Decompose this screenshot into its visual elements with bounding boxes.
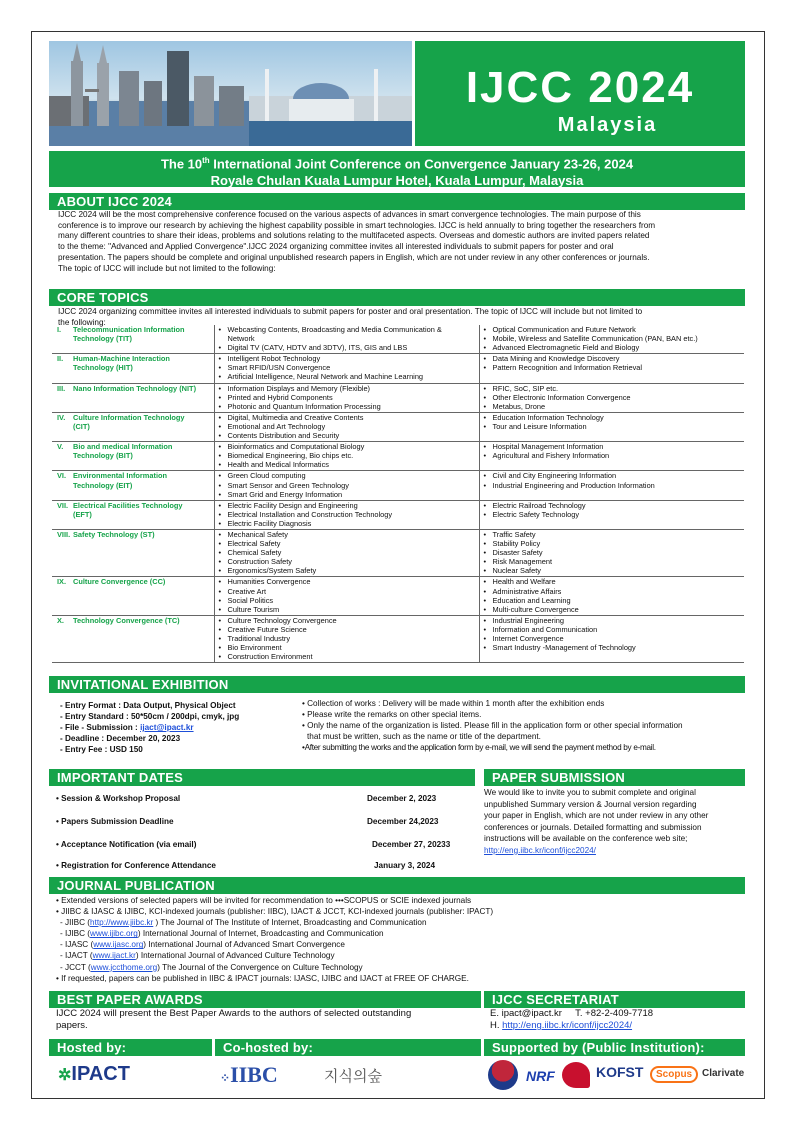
exhibition-deadline: - Deadline : December 20, 2023: [60, 734, 181, 743]
subtopic-item: • Multi-culture Convergence: [484, 605, 745, 614]
important-dates-heading: IMPORTANT DATES: [49, 769, 475, 786]
topic-name: Nano Information Technology (NIT): [73, 383, 197, 393]
date-label-2: • Papers Submission Deadline: [56, 817, 174, 826]
core-topics-table: [52, 325, 744, 663]
subtopic-item: • Creative Future Science: [219, 625, 479, 634]
subtopic-item: • Education and Learning: [484, 596, 745, 605]
topic-category: [52, 577, 214, 615]
subtopic-item: • Photonic and Quantum Information Processing: [219, 402, 479, 411]
date-label-3: • Acceptance Notification (via email): [56, 840, 197, 849]
date-value-2: December 24,2023: [367, 817, 439, 826]
subtopic-item: • Contents Distribution and Security: [219, 431, 479, 440]
subtopic-item: • Risk Management: [484, 557, 745, 566]
topic-subtopics: [214, 471, 479, 500]
file-submission: - File - Submission : ijact@ipact.kr: [60, 723, 194, 732]
topic-subtopics: [479, 442, 744, 471]
journal-link[interactable]: http://www.jiibc.kr: [90, 918, 154, 928]
banner-subtitle: Malaysia: [557, 114, 658, 136]
subtopic-item: • Bioinformatics and Computational Biology: [219, 442, 479, 451]
subtopic-item: • Pattern Recognition and Information Retrieval: [484, 363, 745, 372]
subtopic-item: • Traffic Safety: [484, 530, 745, 539]
topic-category: [52, 615, 214, 662]
subtopic-item: Network: [227, 334, 255, 344]
subtopic-item: • Construction Safety: [219, 557, 479, 566]
topic-name: Culture Information Technology (CIT): [73, 412, 185, 431]
topic-category: [52, 383, 214, 412]
topic-row: [52, 325, 744, 354]
topic-subtopics: [479, 577, 744, 615]
topic-number: IX.: [57, 577, 67, 587]
subtopic-item: • Smart Grid and Energy Information: [219, 490, 479, 499]
conference-info: [49, 151, 745, 187]
date-value-1: December 2, 2023: [367, 794, 437, 803]
topic-subtopics: [479, 325, 744, 354]
topic-subtopics: [214, 412, 479, 441]
subtopic-item: • Agricultural and Fishery Information: [484, 451, 745, 460]
about-heading: ABOUT IJCC 2024: [49, 193, 745, 210]
subtopic-item: • Metabus, Drone: [484, 402, 745, 411]
topic-subtopics: [214, 354, 479, 383]
topic-subtopics: [479, 412, 744, 441]
topic-row: [52, 354, 744, 383]
subtopic-item: • Printed and Hybrid Components: [219, 393, 479, 402]
subtopic-item: • RFIC, SoC, SIP etc.: [484, 384, 745, 393]
conference-line-1: The 10th International Joint Conference on Convergence January 23-26, 2024: [160, 156, 634, 172]
subtopic-item: • Culture Tourism: [219, 605, 479, 614]
topic-subtopics: [479, 471, 744, 500]
exhibition-notes: • Collection of works : Delivery will be made within 1 month after the exhibition ends • Please write the remarks on other special items. • Only the name of the organization is listed. Please fill in the application form or other special information that must be written, such as the name or title of the department. •After submitting the works and the application form by e-mail, we will send the payment method by e-mail.: [302, 699, 683, 752]
topic-name: Telecommunication Information Technology (TIT): [73, 325, 185, 344]
subtopic-item: • Electric Facility Design and Engineering: [219, 501, 479, 510]
topic-number: VI.: [57, 471, 67, 481]
subtopic-item: • Data Mining and Knowledge Discovery: [484, 354, 745, 363]
topic-row: [52, 529, 744, 576]
subtopic-item: • Traditional Industry: [219, 634, 479, 643]
topic-number: I.: [57, 325, 62, 334]
subtopic-item: • Biomedical Engineering, Bio chips etc.: [219, 451, 479, 460]
hosted-by-heading: Hosted by:: [49, 1039, 212, 1056]
about-text: IJCC 2024 will be the most comprehensive conference focused on the various aspects of advances in smart convergence technologies. The main purpose of this conference is to improve our research by achieving the highest capability possible in smart technologies. IJCC is held annually to bring together the researchers from many different countries to share their ideas, problems and solutions relating to the multifaceted aspects. Overseas and domestic authors are invited papers related to the theme: "Advanced and Applied Convergence".IJCC 2024 organizing committee invites all interested individuals to submit papers for poster and oral presentation. The papers should be complete and original unpublished research papers in English, which are not under review in any other conferences or journals. The topic of IJCC will include but not limited to the following:: [58, 210, 656, 273]
subtopic-item: • Construction Environment: [219, 652, 479, 661]
secretariat-text: E. ipact@ipact.kr T. +82-2-409-7718 H. http://eng.iibc.kr/iconf/ijcc2024/: [490, 1008, 654, 1031]
topic-number: IV.: [57, 412, 66, 422]
subtopic-item: • Electric Railroad Technology: [484, 501, 745, 510]
topic-number: II.: [57, 354, 64, 364]
journal-link[interactable]: www.ijibc.org: [90, 929, 138, 939]
subtopic-item: • Stability Policy: [484, 539, 745, 548]
journal-item: - JIIBC (http://www.jiibc.kr ) The Journal of The Institute of Internet, Broadcasting and Communication: [60, 918, 427, 928]
date-value-4: January 3, 2024: [374, 861, 435, 870]
best-paper-text: IJCC 2024 will present the Best Paper Awards to the authors of selected outstanding papers.: [56, 1008, 412, 1031]
title-banner: [415, 41, 745, 146]
subtopic-item: • Humanities Convergence: [219, 577, 479, 586]
subtopic-item: • Social Politics: [219, 596, 479, 605]
topic-subtopics: [479, 354, 744, 383]
topic-row: [52, 412, 744, 441]
subtopic-item: • Optical Communication and Future Network: [484, 325, 745, 334]
topic-subtopics: [479, 383, 744, 412]
subtopic-item: • Culture Technology Convergence: [219, 616, 479, 625]
topic-name: Technology Convergence (TC): [73, 615, 180, 625]
date-value-3: December 27, 20233: [372, 840, 451, 849]
subtopic-item: • Mechanical Safety: [219, 530, 479, 539]
topic-row: [52, 383, 744, 412]
topic-row: [52, 442, 744, 471]
topic-subtopics: [214, 383, 479, 412]
subtopic-item: • Ergonomics/System Safety: [219, 566, 479, 575]
paper-submission-text: We would like to invite you to submit complete and original unpublished Summary version & Journal version regarding your paper in English, which are not under review in any other conferences or journals. Detailed formatting and submission instructions will be available on the conference web site; http://eng.iibc.kr/iconf/ijcc2024/: [484, 787, 744, 857]
topic-name: Bio and medical Information Technology (BIT): [73, 442, 173, 461]
topic-number: VII.: [57, 500, 69, 510]
subtopic-item: • Disaster Safety: [484, 548, 745, 557]
topic-subtopics: [214, 500, 479, 529]
topic-name: Safety Technology (ST): [73, 529, 155, 539]
journal-link[interactable]: www.ijact.kr: [92, 951, 136, 961]
journal-text: • Extended versions of selected papers will be invited for recommendation to •••SCOPUS or SCIE indexed journals • JIIBC & IJASC & IJIBC, KCI-indexed journals (publisher: IIBC), IJACT & JCCT, KCI-indexed journals (publisher: IPACT) - JIIBC (http://www.jiibc.kr ) The Journal of The Institute of Internet, Broadcasting and Communication - IJIBC (www.ijibc.org) International Journal of Internet, Broadcasting and Communication - IJASC (www.ijasc.org) International Journal of Advanced Smart Convergence - IJACT (www.ijact.kr) International Journal of Advanced Culture Technology - JCCT (www.jccthome.org) The Journal of the Convergence on Culture Technology • If requested, papers can be published in IIBC & IPACT journals: IJASC, IJIBC and IJACT at FREE OF CHARGE.: [56, 895, 746, 984]
clarivate-logo: Clarivate: [702, 1068, 745, 1079]
subtopic-item: • Bio Environment: [219, 643, 479, 652]
subtopic-item: • Administrative Affairs: [484, 587, 745, 596]
entry-standard: - Entry Standard : 50*50cm / 200dpi, cmyk, jpg: [60, 712, 240, 721]
topic-subtopics: [479, 529, 744, 576]
subtopic-item: • Artificial Intelligence, Neural Network and Machine Learning: [219, 372, 479, 381]
topic-name: Environmental Information Technology (EIT): [73, 471, 168, 490]
subtopic-item: • Digital, Multimedia and Creative Contents: [219, 413, 479, 422]
subtopic-item: • Electrical Installation and Construction Technology: [219, 510, 479, 519]
topic-category: [52, 412, 214, 441]
topic-name: Culture Convergence (CC): [73, 577, 166, 587]
file-submission-email[interactable]: ijact@ipact.kr: [140, 723, 194, 732]
subtopic-item: • Webcasting Contents, Broadcasting and Media Communication &: [219, 325, 479, 334]
subtopic-item: • Tour and Leisure Information: [484, 422, 745, 431]
topic-subtopics: [479, 615, 744, 662]
supported-by-heading: Supported by (Public Institution):: [484, 1039, 745, 1056]
flame-emblem-icon: [562, 1062, 590, 1088]
subtopic-item: • Electrical Safety: [219, 539, 479, 548]
subtopic-item: • Industrial Engineering: [484, 616, 745, 625]
topic-row: [52, 577, 744, 615]
subtopic-item: • Education Information Technology: [484, 413, 745, 422]
entry-format: - Entry Format : Data Output, Physical Object: [60, 701, 236, 710]
topic-row: [52, 471, 744, 500]
topic-category: [52, 325, 214, 354]
journal-item: - IJIBC (www.ijibc.org) International Journal of Internet, Broadcasting and Communication: [60, 929, 384, 939]
scopus-logo: Scopus: [650, 1066, 698, 1083]
subtopic-item: • Creative Art: [219, 587, 479, 596]
journal-item: - JCCT (www.jccthome.org) The Journal of the Convergence on Culture Technology: [60, 962, 363, 972]
banner-title: IJCC 2024: [465, 63, 695, 112]
topic-category: [52, 471, 214, 500]
kuala-lumpur-photo: [49, 41, 412, 146]
topic-subtopics: [214, 325, 479, 354]
subtopic-item: • Digital TV (CATV, HDTV and 3DTV), ITS, GIS and LBS: [219, 343, 479, 352]
topic-name: Human-Machine Interaction Technology (HIT): [73, 354, 170, 373]
topic-category: [52, 500, 214, 529]
nrf-logo: NRF: [526, 1068, 555, 1084]
topic-category: [52, 529, 214, 576]
topic-subtopics: [214, 442, 479, 471]
subtopic-item: • Smart RFID/USN Convergence: [219, 363, 479, 372]
subtopic-item: • Electric Safety Technology: [484, 510, 745, 519]
jisik-forest-logo: 지식의숲: [324, 1068, 382, 1085]
subtopic-item: • Internet Convergence: [484, 634, 745, 643]
best-paper-heading: BEST PAPER AWARDS: [49, 991, 481, 1008]
secretariat-heading: IJCC SECRETARIAT: [484, 991, 745, 1008]
core-topics-intro: IJCC 2024 organizing committee invites all interested individuals to submit papers for poster and oral presentation. The topic of IJCC will include but not limited to the following:: [58, 307, 643, 327]
topic-name: Electrical Facilities Technology (EFT): [73, 500, 183, 519]
ipact-logo: ✲IPACT: [58, 1063, 130, 1085]
topic-subtopics: [214, 615, 479, 662]
subtopic-item: • Other Electronic Information Convergence: [484, 393, 745, 402]
secretariat-link[interactable]: http://eng.iibc.kr/iconf/ijcc2024/: [502, 1020, 633, 1031]
journal-heading: JOURNAL PUBLICATION: [49, 877, 745, 894]
topic-number: VIII.: [57, 529, 71, 539]
topic-number: X.: [57, 615, 64, 625]
entry-fee: - Entry Fee : USD 150: [60, 745, 143, 754]
subtopic-item: • Information and Communication: [484, 625, 745, 634]
paper-submission-link[interactable]: http://eng.iibc.kr/iconf/ijcc2024/: [484, 845, 596, 855]
subtopic-item: • Nuclear Safety: [484, 566, 745, 575]
iibc-logo: ⁘IIBC: [220, 1062, 278, 1087]
subtopic-item: • Health and Welfare: [484, 577, 745, 586]
topic-subtopics: [214, 577, 479, 615]
subtopic-item: • Smart Industry -Management of Technology: [484, 643, 745, 652]
topic-category: [52, 354, 214, 383]
subtopic-item: • Electric Facility Diagnosis: [219, 519, 479, 528]
government-emblem-icon: [488, 1060, 518, 1090]
subtopic-item: • Mobile, Wireless and Satellite Communication (PAN, BAN etc.): [484, 334, 745, 343]
exhibition-details: [60, 700, 310, 755]
subtopic-item: • Industrial Engineering and Production Information: [484, 481, 745, 490]
exhibition-heading: INVITATIONAL EXHIBITION: [49, 676, 745, 693]
topic-row: [52, 500, 744, 529]
journal-item: - IJASC (www.ijasc.org) International Journal of Advanced Smart Convergence: [60, 940, 345, 950]
secretariat-email: E. ipact@ipact.kr: [490, 1008, 562, 1019]
topic-number: III.: [57, 383, 66, 393]
subtopic-item: • Hospital Management Information: [484, 442, 745, 451]
paper-submission-heading: PAPER SUBMISSION: [484, 769, 745, 786]
journal-link[interactable]: www.ijasc.org: [93, 940, 144, 950]
subtopic-item: • Advanced Electromagnetic Field and Biology: [484, 343, 745, 352]
core-topics-heading: CORE TOPICS: [49, 289, 745, 306]
subtopic-item: • Health and Medical Informatics: [219, 460, 479, 469]
poster: [31, 31, 765, 1099]
topic-number: V.: [57, 442, 64, 452]
subtopic-item: • Smart Sensor and Green Technology: [219, 481, 479, 490]
topic-subtopics: [214, 529, 479, 576]
date-label-1: • Session & Workshop Proposal: [56, 794, 181, 803]
topic-subtopics: [479, 500, 744, 529]
kofst-logo: KOFST: [596, 1064, 644, 1080]
conference-line-2: Royale Chulan Kuala Lumpur Hotel, Kuala Lumpur, Malaysia: [210, 173, 584, 189]
subtopic-item: • Information Displays and Memory (Flexible): [219, 384, 479, 393]
subtopic-item: • Emotional and Art Technology: [219, 422, 479, 431]
journal-link[interactable]: www.jccthome.org: [90, 962, 158, 972]
co-hosted-by-heading: Co-hosted by:: [215, 1039, 481, 1056]
topic-category: [52, 442, 214, 471]
date-label-4: • Registration for Conference Attendance: [56, 861, 216, 870]
subtopic-item: • Civil and City Engineering Information: [484, 471, 745, 480]
subtopic-item: • Green Cloud computing: [219, 471, 479, 480]
journal-item: - IJACT (www.ijact.kr) International Journal of Advanced Culture Technology: [60, 951, 335, 961]
subtopic-item: • Intelligent Robot Technology: [219, 354, 479, 363]
topic-row: [52, 615, 744, 662]
subtopic-item: • Chemical Safety: [219, 548, 479, 557]
secretariat-phone: T. +82-2-409-7718: [575, 1008, 654, 1019]
